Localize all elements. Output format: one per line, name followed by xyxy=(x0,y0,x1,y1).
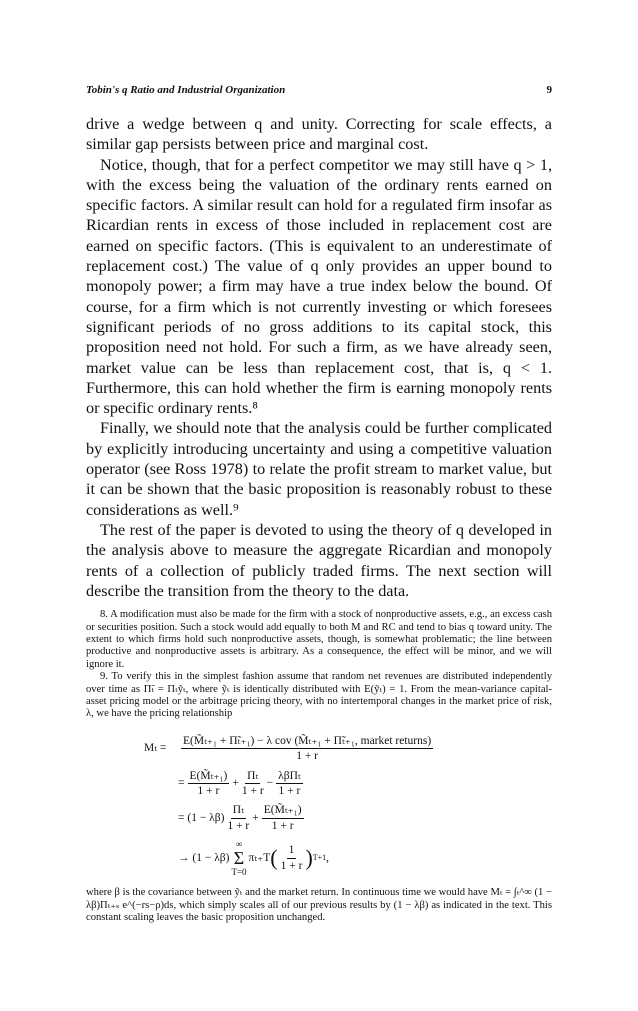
summand-term: πₜ₊T xyxy=(248,852,271,865)
equation-line-2 xyxy=(144,770,552,798)
equation-fraction xyxy=(188,770,230,798)
equation-fraction xyxy=(276,770,303,798)
sum-lower-limit: T=0 xyxy=(231,867,247,878)
plus-sign: + xyxy=(232,777,239,790)
equals-sign: = xyxy=(178,777,185,790)
fraction-denominator: 1 + r xyxy=(241,785,264,797)
exponent: T+1 xyxy=(312,853,327,863)
fraction-numerator: E(M̃ₜ₊₁ + Π̃ₜ₊₁) − λ cov (M̃ₜ₊₁ + Π̃ₜ₊₁, market returns) xyxy=(181,735,433,749)
equation-factor: = (1 − λβ) xyxy=(178,812,225,825)
equation-line-4: → (1 − λβ) ∞ Σ T=0 πₜ₊T ( $\frac{1}{1 + r}$ ) T+1 , xyxy=(178,839,330,878)
fraction-denominator: 1 + r xyxy=(197,785,220,797)
sum-upper-limit: ∞ xyxy=(235,839,243,850)
equation-fraction xyxy=(242,770,264,798)
footnote-9-continuation: where β is the covariance between ỹₜ and the market return. In continuous time we would have Mₜ = ∫ₜ^∞ (1 − λβ)Πₜ₊ₛ e^(−rs−ρ)ds, which simply scales all of our previous results by (1 − λβ) as indicated in the text. This constant scaling leaves the basic proposition unchanged. xyxy=(86,887,552,924)
footnote-9: 9. To verify this in the simplest fashion assume that random net revenues are distributed independently over time as Π̃ₜ = Πₜỹₜ, where ỹₜ is identically distributed with E(ỹₜ) = 1. From the mean-variance capital-asset pricing model or the arbitrage pricing theory, with no intertemporal changes in the market price of risk, λ, we have the pricing relationship xyxy=(86,671,552,720)
fraction-numerator: E(M̃ₜ₊₁) xyxy=(262,804,304,818)
book-page xyxy=(86,84,552,924)
footnotes xyxy=(86,609,552,924)
running-title: Tobin's q Ratio and Industrial Organization xyxy=(86,84,286,96)
fraction-numerator: λβΠₜ xyxy=(276,770,303,784)
equation-fraction xyxy=(181,735,433,763)
fraction-denominator: 1 + r xyxy=(227,819,250,832)
paragraph-4: The rest of the paper is devoted to using the theory of q developed in the analysis above to measure the aggregate Ricardian and monopoly rents of a collection of publicly traded firms. The next section will describe the transition from the theory to the data. xyxy=(86,520,552,600)
running-header xyxy=(86,84,552,114)
paragraph-3: Finally, we should note that the analysis could be further complicated by explicitly introducing uncertainty and using a competitive valuation operator (see Ross 1978) to relate the profit stream to market value, but it can be shown that the basic proposition is reasonably robust to these considerations as well.⁹ xyxy=(86,419,552,519)
paragraph-1: drive a wedge between q and unity. Correcting for scale effects, a similar gap persists between price and marginal cost. xyxy=(86,115,552,154)
summation-symbol xyxy=(231,839,246,877)
fraction-denominator: 1 + r xyxy=(278,785,301,797)
paragraph-2: Notice, though, that for a perfect competitor we may still have q > 1, with the excess being the valuation of the ordinary rents earned on specific factors. A similar result can hold for a regulated firm insofar as Ricardian rents in excess of those included in replacement cost are earned on specific factors. (This is equivalent to an underestimate of replacement cost.) The value of q only provides an upper bound to monopoly power; a firm may have a true index below the bound. Of course, for a firm which is not currently investing or which foresees significant periods of no gross additions to its capital stock, this proposition need not hold. For such a firm, as we have already seen, market value can be less than replacement cost, that is, q < 1. Furthermore, this can hold whether the firm is earning monopoly rents or specific ordinary rents.⁸ xyxy=(86,155,552,418)
limit-arrow: → (1 − λβ) xyxy=(178,852,230,865)
fraction-denominator: 1 + r xyxy=(280,859,303,872)
plus-sign: + xyxy=(252,812,259,825)
sigma-symbol: Σ xyxy=(233,848,245,869)
equation-fraction xyxy=(262,804,304,832)
equation-comma: , xyxy=(326,852,330,865)
minus-sign: − xyxy=(266,777,274,790)
equation-line-3 xyxy=(144,804,552,832)
fraction-numerator: 1 xyxy=(287,844,297,858)
fraction-denominator: 1 + r xyxy=(271,819,294,832)
fraction-numerator: Πₜ xyxy=(231,804,246,818)
body-text xyxy=(86,114,552,601)
equation-lhs: Mₜ = xyxy=(144,742,167,755)
equation-fraction xyxy=(227,804,249,832)
page-number: 9 xyxy=(546,84,552,96)
fraction-numerator: E(M̃ₜ₊₁) xyxy=(188,770,230,784)
fraction-numerator: Πₜ xyxy=(245,770,260,784)
equation-fraction xyxy=(281,844,303,872)
footnote-8: 8. A modification must also be made for the firm with a stock of nonproductive assets, e.g., an excess cash or securities position. Such a stock would add equally to both M and RC and tend to bias q toward unity. The extent to which firms hold such nonproductive assets, though, is somewhat problematic; the line between productive and nonproductive assets is arbitrary. As a consequence, the effect will be minor, and we will ignore it. xyxy=(86,609,552,670)
equation-line-1 xyxy=(144,735,552,763)
fraction-denominator: 1 + r xyxy=(296,750,319,763)
pricing-equation xyxy=(144,735,552,877)
